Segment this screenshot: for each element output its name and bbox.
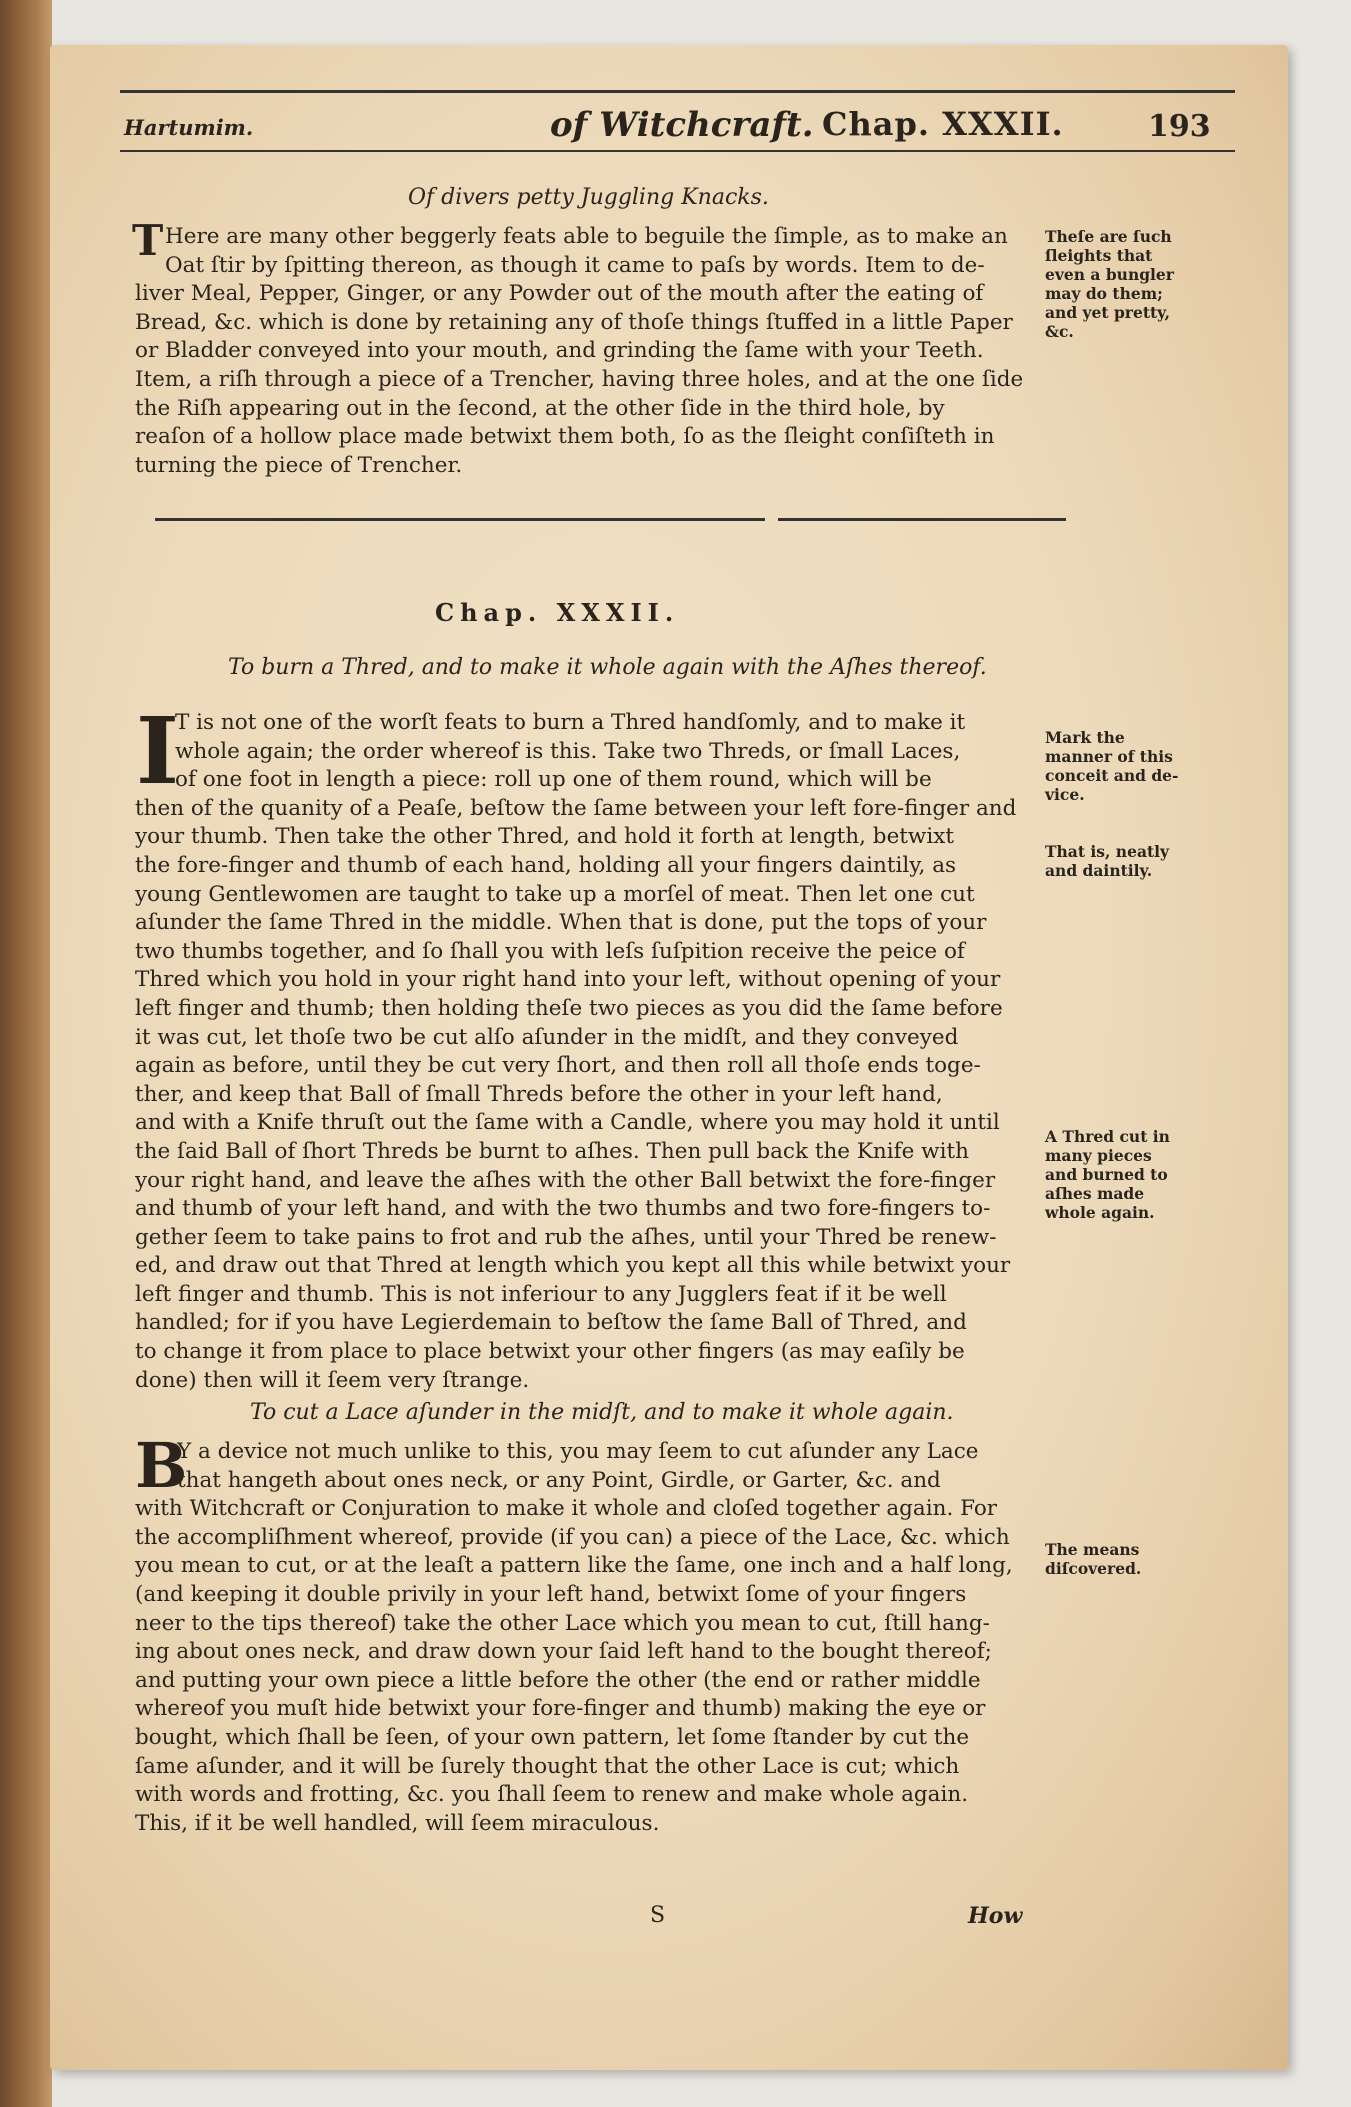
text-line: T is not one of the worſt feats to burn a Thred handſomly, and to make it xyxy=(175,710,966,735)
margin-note-line: aſhes made xyxy=(1045,1184,1145,1203)
chapter-subheading: To burn a Thred, and to make it whole again with the Aſhes thereof. xyxy=(228,655,987,680)
header-title: of Witchcraft. xyxy=(550,105,814,145)
margin-note-line: diſcovered. xyxy=(1045,1559,1142,1578)
text-line: liver Meal, Pepper, Ginger, or any Powder out of the mouth after the eating of xyxy=(135,281,984,307)
margin-note-line: even a bungler xyxy=(1045,265,1174,284)
book-page xyxy=(50,45,1288,2070)
margin-note-line: Mark the xyxy=(1045,728,1125,747)
text-line: the fore-finger and thumb of each hand, holding all your fingers daintily, as xyxy=(135,852,957,878)
running-header xyxy=(110,103,1250,147)
text-line: you mean to cut, or at the leaſt a pattern like the ſame, one inch and a half long, xyxy=(135,1553,1013,1579)
text-line: Here are many other beggerly feats able to beguile the ſimple, as to make an xyxy=(165,224,1008,249)
text-line: again as before, until they be cut very ſhort, and then roll all thoſe ends toge- xyxy=(135,1053,981,1079)
text-line: young Gentlewomen are taught to take up a morſel of meat. Then let one cut xyxy=(135,881,975,907)
dropcap-i: I xyxy=(136,697,180,805)
text-line: ed, and draw out that Thred at length which you kept all this while betwixt your xyxy=(135,1253,1011,1279)
text-line: turning the piece of Trencher. xyxy=(135,452,463,478)
text-line: or Bladder conveyed into your mouth, and grinding the ſame with your Teeth. xyxy=(135,338,984,364)
margin-note-sleights xyxy=(1045,227,1205,341)
text-line: two thumbs together, and ſo ſhall you with leſs ſuſpition receive the peice of xyxy=(135,938,965,964)
text-line: bought, which ſhall be ſeen, of your own pattern, let ſome ſtander by cut the xyxy=(135,1724,970,1750)
section-divider-left xyxy=(155,518,765,521)
margin-note-mark-the-manner xyxy=(1045,728,1205,804)
text-line: handled; for if you have Legierdemain to beſtow the ſame Ball of Thred, and xyxy=(135,1310,967,1336)
text-line: Bread, &c. which is done by retaining any of thoſe things ſtuffed in a little Paper xyxy=(135,309,1013,335)
section-heading-cut-lace: To cut a Lace aſunder in the midſt, and to make it whole again. xyxy=(250,1400,954,1425)
margin-note-line: and yet pretty, xyxy=(1045,303,1171,322)
text-line: the Riſh appearing out in the ſecond, at the other ſide in the third hole, by xyxy=(135,395,945,421)
text-line: gether ſeem to take pains to frot and rub the aſhes, until your Thred be renew- xyxy=(135,1224,997,1250)
header-chapter: Chap. XXXII. xyxy=(822,105,1064,143)
text-line: ther, and keep that Ball of ſmall Threds before the other in your left hand, xyxy=(135,1081,943,1107)
margin-note-means-discovered xyxy=(1045,1540,1205,1578)
text-line: then of the quanity of a Peaſe, beſtow the ſame between your left fore-finger and xyxy=(135,795,1017,821)
text-line: of one foot in length a piece: roll up one of them round, which will be xyxy=(175,767,932,793)
text-line: with Witchcraft or Conjuration to make it whole and cloſed together again. For xyxy=(135,1496,998,1522)
header-rule-top xyxy=(120,90,1235,93)
margin-note-line: &c. xyxy=(1045,322,1074,341)
text-line: (and keeping it double privily in your left hand, betwixt ſome of your fingers xyxy=(135,1581,967,1607)
margin-note-neatly xyxy=(1045,842,1205,880)
margin-note-line: That is, neatly xyxy=(1045,842,1170,861)
text-line: Item, a riſh through a piece of a Trencher, having three holes, and at the one ſide xyxy=(135,366,1024,392)
section3-paragraph xyxy=(135,1438,1030,1838)
text-line: done) then will it ſeem very ſtrange. xyxy=(135,1367,530,1393)
signature-mark: S xyxy=(650,1903,666,1928)
text-line: the ſaid Ball of ſhort Threds be burnt to aſhes. Then pull back the Knife with xyxy=(135,1138,969,1164)
text-line: it was cut, let thoſe two be cut alſo aſunder in the midſt, and they conveyed xyxy=(135,1024,959,1050)
text-line: Thred which you hold in your right hand into your left, without opening of your xyxy=(135,967,1001,993)
margin-note-line: The means xyxy=(1045,1540,1140,1559)
text-line: This, if it be well handled, will ſeem miraculous. xyxy=(135,1810,660,1836)
text-line: Oat ſtir by ſpitting thereon, as though it came to paſs by words. Item to de- xyxy=(165,252,985,278)
text-line: aſunder the ſame Thred in the middle. When that is done, put the tops of your xyxy=(135,910,987,936)
section1-paragraph xyxy=(135,223,1030,480)
margin-note-line: and burned to xyxy=(1045,1165,1168,1184)
margin-note-line: many pieces xyxy=(1045,1146,1152,1165)
text-line: with words and frotting, &c. you ſhall ſeem to renew and make whole again. xyxy=(135,1782,969,1808)
text-line: the accompliſhment whereof, provide (if you can) a piece of the Lace, &c. which xyxy=(135,1524,1010,1550)
margin-note-line: conceit and de- xyxy=(1045,766,1179,785)
header-rule-bottom xyxy=(120,150,1235,152)
text-line: ſame aſunder, and it will be ſurely thought that the other Lace is cut; which xyxy=(135,1753,960,1779)
catchword: How xyxy=(968,1903,1023,1929)
text-line: and with a Knife thruſt out the ſame with a Candle, where you may hold it until xyxy=(135,1110,1000,1136)
text-line: whole again; the order whereof is this. Take two Threds, or ſmall Laces, xyxy=(175,738,961,764)
text-line: Y a device not much unlike to this, you may ſeem to cut aſunder any Lace xyxy=(177,1439,979,1464)
text-line: and thumb of your left hand, and with the two thumbs and two fore-fingers to- xyxy=(135,1196,991,1222)
margin-note-line: manner of this xyxy=(1045,747,1173,766)
margin-note-line: and daintily. xyxy=(1045,861,1153,880)
margin-note-line: Theſe are ſuch xyxy=(1045,227,1172,246)
margin-note-line: ſleights that xyxy=(1045,246,1153,265)
text-line: neer to the tips thereof) take the other Lace which you mean to cut, ſtill hang- xyxy=(135,1610,990,1636)
text-line: your right hand, and leave the aſhes with the other Ball betwixt the fore-finger xyxy=(135,1167,996,1193)
margin-note-line: whole again. xyxy=(1045,1203,1155,1222)
text-line: left finger and thumb; then holding theſe two pieces as you did the ſame before xyxy=(135,995,1003,1021)
text-line: and putting your own piece a little before the other (the end or rather middle xyxy=(135,1667,981,1693)
text-line: ing about ones neck, and draw down your ſaid left hand to the bought thereof; xyxy=(135,1639,992,1665)
text-line: whereof you muſt hide betwixt your fore-finger and thumb) making the eye or xyxy=(135,1696,986,1722)
dropcap-b: B xyxy=(135,1429,188,1502)
text-line: reaſon of a hollow place made betwixt them both, ſo as the ſleight conſiſteth in xyxy=(135,424,995,450)
chapter-heading: Chap. XXXII. xyxy=(435,598,680,627)
page-number: 193 xyxy=(1148,109,1211,144)
margin-note-line: may do them; xyxy=(1045,284,1163,303)
header-margin-word: Hartumim. xyxy=(124,115,254,140)
section-heading-juggling-knacks: Of divers petty Juggling Knacks. xyxy=(408,185,769,210)
margin-note-line: vice. xyxy=(1045,785,1085,804)
text-line: left finger and thumb. This is not inferiour to any Jugglers feat if it be well xyxy=(135,1281,947,1307)
section2-paragraph xyxy=(135,709,1030,1395)
margin-note-thred-cut xyxy=(1045,1127,1205,1222)
dropcap-t: T xyxy=(132,216,164,265)
text-line: that hangeth about ones neck, or any Point, Girdle, or Garter, &c. and xyxy=(177,1467,941,1493)
text-line: your thumb. Then take the other Thred, and hold it forth at length, betwixt xyxy=(135,824,954,850)
section-divider-right xyxy=(778,518,1066,521)
margin-note-line: A Thred cut in xyxy=(1045,1127,1170,1146)
text-line: to change it from place to place betwixt your other fingers (as may eaſily be xyxy=(135,1339,965,1365)
book-spine xyxy=(0,0,52,2107)
